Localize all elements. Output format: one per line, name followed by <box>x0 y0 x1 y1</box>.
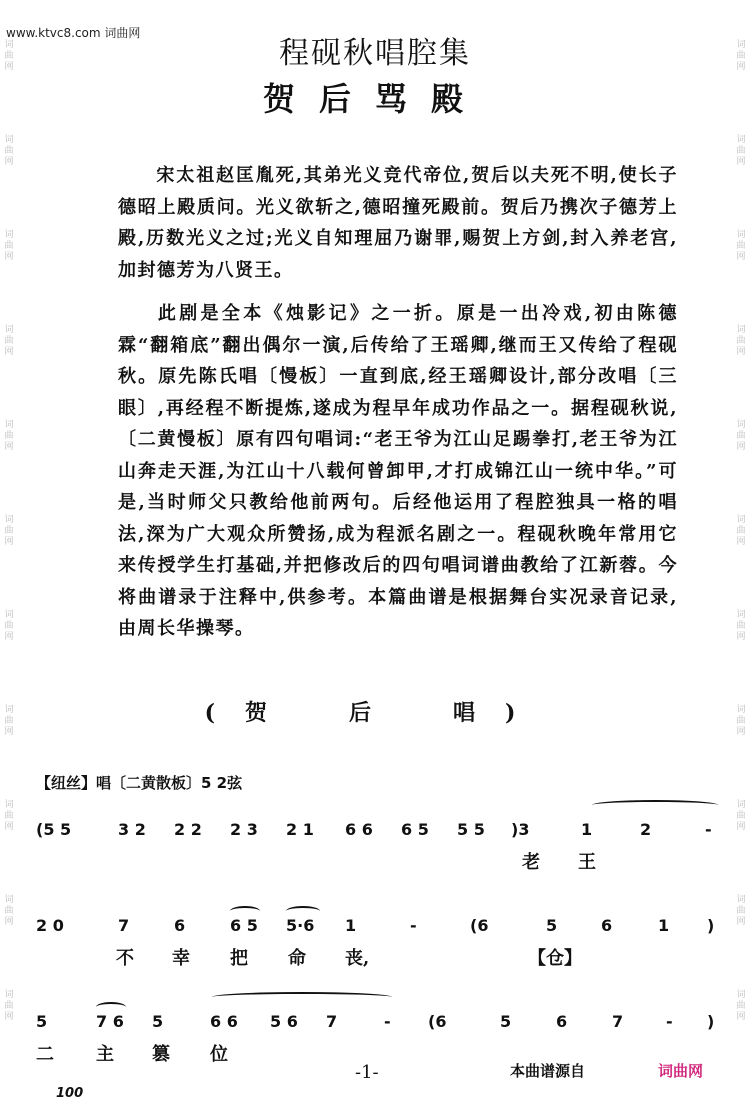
score-note: 6 6 <box>210 1012 238 1031</box>
score-note: )3 <box>511 820 530 839</box>
score-note: 1 <box>581 820 593 839</box>
score-note: 5 <box>36 1012 48 1031</box>
score-note: (6 <box>470 916 489 935</box>
score-note: 5 <box>500 1012 512 1031</box>
score-note: (6 <box>428 1012 447 1031</box>
lyric-char: 不 <box>116 948 134 969</box>
score-note: 5 6 <box>270 1012 298 1031</box>
score-note: 2 2 <box>174 820 202 839</box>
intro-paragraph-2: 此剧是全本《烛影记》之一折。原是一出冷戏,初由陈德霖“翻箱底”翻出偶尔一演,后传给了王瑶卿,继而王又传给了程砚秋。原先陈氏唱〔慢板〕一直到底,经王瑶卿设计,部分改唱〔三眼〕,再经程不断提炼,遂成为程早年成功作品之一。据程砚秋说,〔二黄慢板〕原有四句唱词:“老王爷为江山足踢拳打,老王爷为江山奔走天涯,为江山十八载何曾卸甲,才打成锦江山一统中华。”可是,当时师父只教给他前两句。后经他运用了程腔独具一格的唱法,深为广大观众所赞扬,成为程派名剧之一。程砚秋晚年常用它来传授学生打基础,并把修改后的四句唱词谱曲教给了江新蓉。今将曲谱录于注释中,供参考。本篇曲谱是根据舞台实况录音记录,由周长华操琴。 <box>118 303 678 639</box>
lyric-char: 王 <box>578 852 596 873</box>
intro-paragraph-1: 宋太祖赵匡胤死,其弟光义竞代帝位,贺后以夫死不明,使长子德昭上殿质问。光义欲斩之,德昭撞死殿前。贺后乃携次子德芳上殿,历数光义之过;光义自知理屈乃谢罪,赐贺上方剑,封入养老宫,加封德芳为八贤王。 <box>118 165 678 281</box>
score-note: 2 3 <box>230 820 258 839</box>
score-note: 2 1 <box>286 820 314 839</box>
score-note: 2 <box>640 820 652 839</box>
page-number: -1- <box>355 1062 379 1083</box>
percussion-mark: 【仓】 <box>528 948 582 969</box>
lyric-char: 二 <box>36 1044 54 1065</box>
lyric-char: 篡 <box>152 1044 170 1065</box>
lyric-char: 命 <box>288 948 306 969</box>
score-note: ) <box>707 1012 715 1031</box>
slur-mark <box>286 906 320 916</box>
site-watermark: www.ktvc8.com 词曲网 <box>6 26 141 40</box>
lyric-char: 把 <box>230 948 248 969</box>
side-watermark-left: 词 曲 网 词 曲 网 词 曲 网 词 曲 网 词 曲 网 词 曲 网 词 曲 网 词 曲 网 词 曲 网 词 曲 网 词 曲 网 <box>4 40 14 1022</box>
score-marking: 【纽丝】唱〔二黄散板〕5 2弦 <box>36 774 243 792</box>
score-note: 6 <box>174 916 186 935</box>
source-note: 本曲谱源自 <box>510 1062 586 1080</box>
role-heading: (贺 后 唱) <box>204 700 546 726</box>
side-watermark-right: 词 曲 网 词 曲 网 词 曲 网 词 曲 网 词 曲 网 词 曲 网 词 曲 网 词 曲 网 词 曲 网 词 曲 网 词 曲 网 <box>736 40 746 1022</box>
score-note: 1 <box>658 916 670 935</box>
score-note: 5·6 <box>286 916 315 935</box>
score-note: 5 5 <box>457 820 485 839</box>
score-note: 1 <box>345 916 357 935</box>
slur-mark <box>96 1002 126 1012</box>
score-note: 6 <box>556 1012 568 1031</box>
score-note: 7 <box>326 1012 338 1031</box>
brand-link[interactable]: 词曲网 <box>658 1062 704 1080</box>
score-note: - <box>410 916 417 935</box>
score-note: 7 <box>612 1012 624 1031</box>
score-note: 7 6 <box>96 1012 124 1031</box>
lyric-char: 老 <box>522 852 540 873</box>
slur-mark <box>230 906 260 916</box>
lyric-char: 位 <box>210 1044 228 1065</box>
score-note: ) <box>707 916 715 935</box>
score-note: 6 5 <box>401 820 429 839</box>
opera-title: 贺后骂殿 <box>262 80 487 118</box>
lyric-char: 丧, <box>345 948 370 969</box>
lyric-char: 主 <box>96 1044 114 1065</box>
score-note: - <box>666 1012 673 1031</box>
score-note: 5 <box>152 1012 164 1031</box>
lyric-char: 幸 <box>172 948 190 969</box>
score-note: - <box>384 1012 391 1031</box>
score-note: - <box>705 820 712 839</box>
slur-mark <box>212 992 392 1002</box>
score-note: (5 5 <box>36 820 72 839</box>
score-note: 6 6 <box>345 820 373 839</box>
score-note: 2 0 <box>36 916 64 935</box>
score-note: 6 <box>601 916 613 935</box>
slur-mark <box>592 800 718 810</box>
book-title: 程砚秋唱腔集 <box>279 36 471 71</box>
score-note: 5 <box>546 916 558 935</box>
print-page-number: 100 <box>56 1086 84 1101</box>
score-note: 6 5 <box>230 916 258 935</box>
score-note: 3 2 <box>118 820 146 839</box>
score-note: 7 <box>118 916 130 935</box>
